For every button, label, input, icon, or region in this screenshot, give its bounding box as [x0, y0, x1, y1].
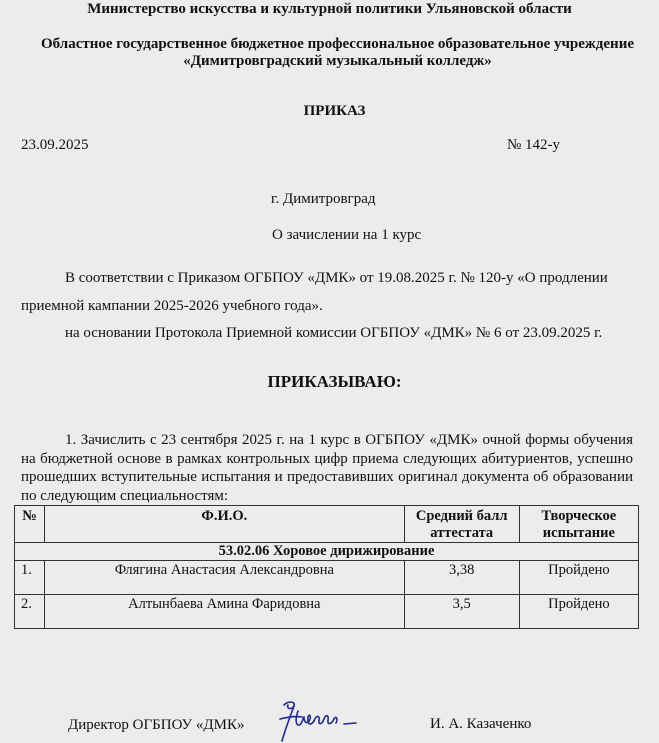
ministry-name: Министерство искусства и культурной политики Ульяновской области — [87, 1, 572, 17]
table-row — [15, 561, 639, 595]
row-avg: 3,38 — [404, 561, 519, 595]
handwritten-signature-icon — [274, 697, 364, 743]
header-exam-line1: Творческое — [541, 508, 617, 524]
row-fio: Флягина Анастасия Александровна — [45, 561, 405, 595]
row-num: 2. — [15, 595, 45, 629]
header-avg-line1: Средний балл — [415, 508, 508, 524]
order-subject: О зачислении на 1 курс — [272, 227, 422, 243]
header-exam — [519, 506, 638, 543]
signer-title: Директор ОГБПОУ «ДМК» — [68, 717, 245, 733]
table-row — [15, 595, 639, 629]
row-exam: Пройдено — [519, 595, 638, 629]
order-number: № 142-у — [507, 137, 561, 153]
institution-name-line2: «Димитровградский музыкальный колледж» — [183, 53, 492, 69]
row-fio: Алтынбаева Амина Фаридовна — [45, 595, 405, 629]
row-exam: Пройдено — [519, 561, 638, 595]
row-avg: 3,5 — [404, 595, 519, 629]
preamble-line2: приемной кампании 2025-2026 учебного года». — [21, 298, 323, 314]
specialty-section-row — [15, 543, 639, 561]
order-city: г. Димитровград — [271, 191, 376, 207]
preamble-basis: на основании Протокола Приемной комиссии ОГБПОУ «ДМК» № 6 от 23.09.2025 г. — [65, 325, 603, 341]
specialty-name: 53.02.06 Хоровое дирижирование — [15, 543, 639, 561]
enrollment-table — [14, 505, 639, 629]
order-date: 23.09.2025 — [21, 137, 89, 153]
header-exam-line2: испытание — [542, 525, 615, 541]
row-num: 1. — [15, 561, 45, 595]
header-avg — [404, 506, 519, 543]
institution-name-line1: Областное государственное бюджетное профессиональное образовательное учреждение — [41, 36, 634, 52]
table-header-row — [15, 506, 639, 543]
document-title: ПРИКАЗ — [303, 103, 366, 119]
clause-1-text: 1. Зачислить с 23 сентября 2025 г. на 1 курс в ОГБПОУ «ДМК» очной формы обучения на бюджетной основе в рамках контрольных цифр приема следующих абитуриентов, успешно прошедших вступительные испытания и предоставивших оригинал документа об образовании по следующим специальностям: — [21, 432, 633, 504]
header-fio: Ф.И.О. — [45, 506, 405, 543]
clause-1 — [21, 431, 633, 505]
signer-name: И. А. Казаченко — [430, 716, 532, 732]
header-avg-line2: аттестата — [430, 525, 494, 541]
preamble-line1: В соответствии с Приказом ОГБПОУ «ДМК» от 19.08.2025 г. № 120-у «О продлении — [65, 270, 608, 286]
directive-heading: ПРИКАЗЫВАЮ: — [267, 372, 402, 391]
header-num: № — [15, 506, 45, 543]
